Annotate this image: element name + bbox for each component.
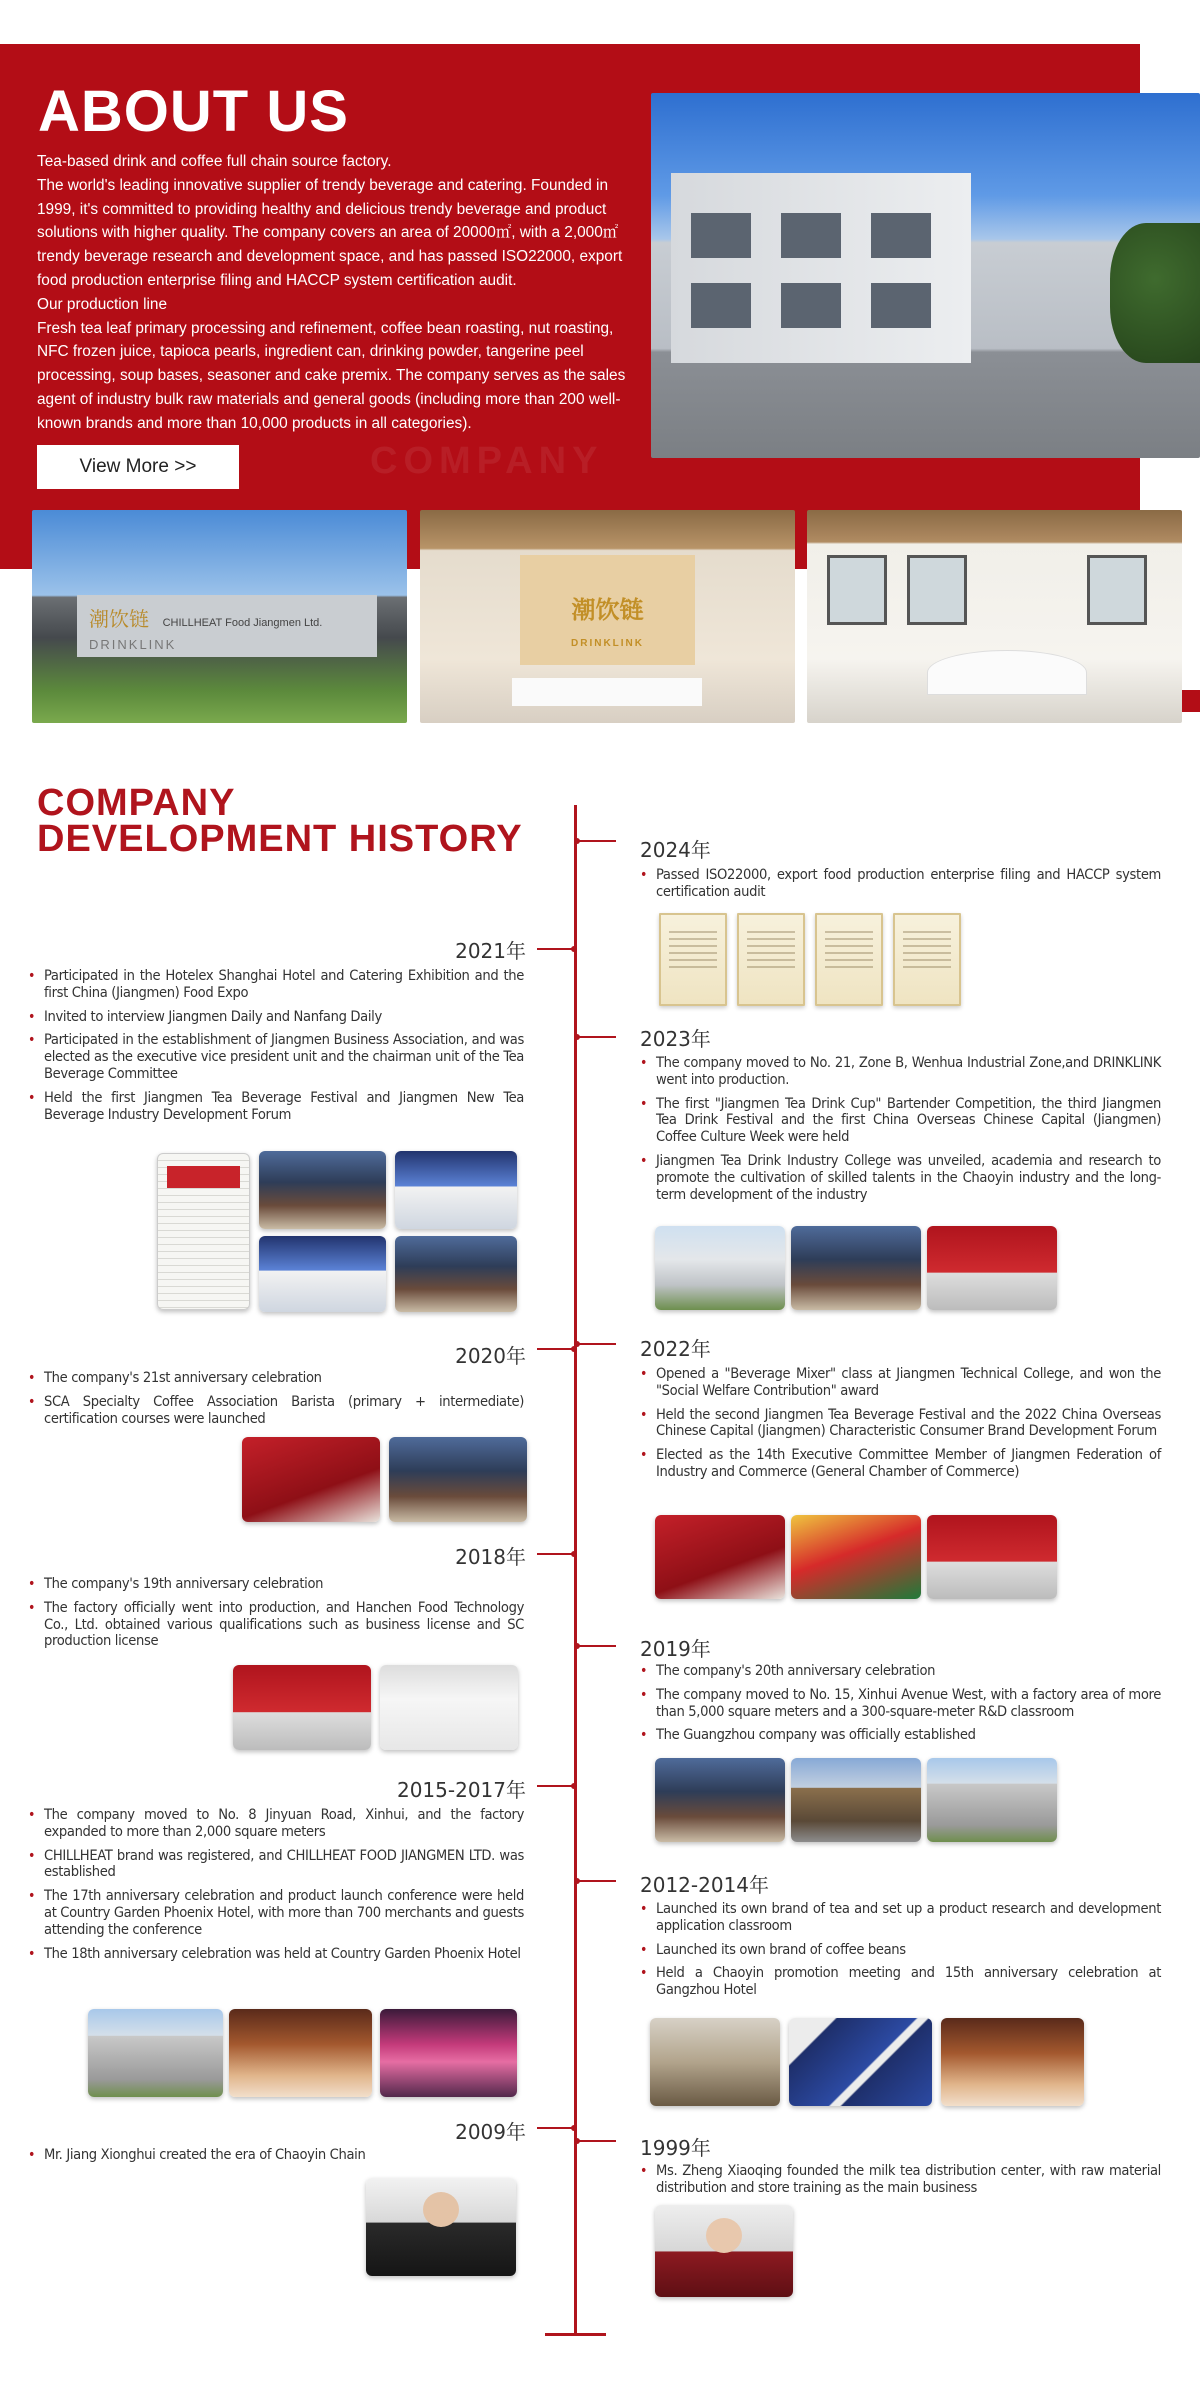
year-2009: 2009年 <box>455 2120 526 2144</box>
milestones-2022 <box>638 1366 1161 1488</box>
milestones-2020 <box>26 1370 524 1434</box>
timeline-tick <box>537 1785 575 1787</box>
milestone-item: • The company's 19th anniversary celebration <box>26 1576 524 1593</box>
timeline-tick <box>576 840 616 842</box>
about-paragraph: Our production line <box>37 295 168 313</box>
milestone-item: • Elected as the 14th Executive Committee Member of Jiangmen Federation of Industry and Commerce (General Chamber of Commerce) <box>638 1447 1161 1481</box>
milestones-2019 <box>638 1663 1161 1751</box>
timeline-tick <box>576 1036 616 1038</box>
about-title: ABOUT US <box>38 79 349 144</box>
milestone-item: • SCA Specialty Coffee Association Barista (primary + intermediate) certification courses were launched <box>26 1394 524 1428</box>
milestone-item: • CHILLHEAT brand was registered, and CHILLHEAT FOOD JIANGMEN LTD. was established <box>26 1848 524 1882</box>
milestone-item: • The 18th anniversary celebration was held at Country Garden Phoenix Hotel <box>26 1946 524 1963</box>
service-counter <box>927 650 1087 695</box>
side-tab-marker <box>1182 690 1200 712</box>
history-title-line2: DEVELOPMENT HISTORY <box>37 818 523 860</box>
milestone-item: • The company moved to No. 15, Xinhui Avenue West, with a factory area of more than 5,000 square meters and a 300-square-meter R&D classroom <box>638 1687 1161 1721</box>
lobby-logo-wall <box>520 555 695 665</box>
anniversary-18-photo <box>380 2009 517 2097</box>
expo-booth-photo <box>259 1151 386 1229</box>
about-paragraph: The world's leading innovative supplier of trendy beverage and catering. Founded in 1999, it's committed to providing healthy and delicious trendy beverage and product solutions with higher quality. The company covers an area of 20000㎡, with a 2,000㎡ trendy beverage research and development space, and has passed ISO22000, export food production enterprise filing and HACCP system certification audit. <box>37 176 623 289</box>
milestone-item: • Held the first Jiangmen Tea Beverage Festival and Jiangmen New Tea Beverage Industry Development Forum <box>26 1090 524 1124</box>
about-paragraph: Fresh tea leaf primary processing and refinement, coffee bean roasting, nut roasting, NFC frozen juice, tapioca pearls, ingredient can, drinking powder, tangerine peel processing, soup bases, seasoner and cake premix. The company serves as the sales agent of industry bulk raw materials and general goods (including more than 200 well-known brands and more than 10,000 products in all categories). <box>37 319 626 432</box>
milestone-item: • Held the second Jiangmen Tea Beverage Festival and the 2022 China Overseas Chinese Capital (Jiangmen) Characteristic Consumer Brand Development Forum <box>638 1407 1161 1441</box>
technical-college-photo <box>655 1515 785 1599</box>
tree <box>1110 223 1200 363</box>
milestone-item: • Launched its own brand of tea and set up a product research and development application classroom <box>638 1901 1161 1935</box>
milestone-item: • Opened a "Beverage Mixer" class at Jiangmen Technical College, and won the "Social Welfare Contribution" award <box>638 1366 1161 1400</box>
about-watermark: COMPANY <box>370 440 604 482</box>
building-facade <box>671 173 971 363</box>
about-description <box>37 150 647 436</box>
lobby-logo-cn: 潮饮链 <box>571 597 644 624</box>
lobby-reception-photo <box>420 510 795 723</box>
anniversary-21-photo <box>242 1437 380 1522</box>
milestone-item: • Participated in the establishment of Jiangmen Business Association, and was elected as the executive vice president unit and the chairman unit of the Tea Beverage Committee <box>26 1032 524 1082</box>
year-2019: 2019年 <box>640 1637 711 1661</box>
year-1999: 1999年 <box>640 2136 711 2160</box>
bartender-competition-photo <box>791 1226 921 1310</box>
timeline-tick <box>537 1553 575 1555</box>
warehouse-container-photo <box>791 1758 921 1842</box>
milestone-item: • The company's 20th anniversary celebration <box>638 1663 1161 1680</box>
timeline-tick <box>576 1343 616 1345</box>
timeline-tick <box>537 948 575 950</box>
milestone-item: • Participated in the Hotelex Shanghai Hotel and Catering Exhibition and the first China (Jiangmen) Food Expo <box>26 968 524 1002</box>
production-room-photo <box>380 1665 518 1750</box>
research-classroom-photo <box>650 2018 780 2106</box>
certificate-image <box>893 913 961 1006</box>
milestone-item: • Invited to interview Jiangmen Daily and Nanfang Daily <box>26 1009 524 1026</box>
certificate-image <box>659 913 727 1006</box>
gangzhou-hotel-photo <box>941 2018 1084 2106</box>
year-2015-2017: 2015-2017年 <box>396 1778 526 1802</box>
milestone-item: • Held a Chaoyin promotion meeting and 15th anniversary celebration at Gangzhou Hotel <box>638 1965 1161 1999</box>
company-wall-sign-photo <box>32 510 407 723</box>
certificate-image <box>737 913 805 1006</box>
milestones-2015-2017 <box>26 1807 524 1969</box>
founder-jiang-photo <box>366 2178 516 2276</box>
anniversary-17-photo <box>229 2009 372 2097</box>
milestone-item: • The company moved to No. 21, Zone B, Wenhua Industrial Zone,and DRINKLINK went into production. <box>638 1055 1161 1089</box>
speaker-photo <box>395 1236 517 1312</box>
milestone-item: • The Guangzhou company was officially established <box>638 1727 1161 1744</box>
year-2022: 2022年 <box>640 1337 711 1361</box>
milestone-item: • The company's 21st anniversary celebration <box>26 1370 524 1387</box>
wall-sign-sub: CHILLHEAT Food Jiangmen Ltd. <box>162 617 323 629</box>
milestones-2018 <box>26 1576 524 1657</box>
year-2020: 2020年 <box>455 1344 526 1368</box>
certificate-image <box>815 913 883 1006</box>
timeline-tick <box>576 1645 616 1647</box>
milestone-item: • The factory officially went into production, and Hanchen Food Technology Co., Ltd. obtained various qualifications such as business license and SC production license <box>26 1600 524 1650</box>
forum-stage-photo <box>395 1151 517 1229</box>
festival-2022-photo <box>791 1515 921 1599</box>
wall-sign-en: DRINKLINK <box>89 637 177 652</box>
about-red-band-edge <box>0 460 32 568</box>
milestones-2023 <box>638 1055 1161 1210</box>
barista-course-photo <box>389 1437 527 1522</box>
milestone-item: • The first "Jiangmen Tea Drink Cup" Bartender Competition, the third Jiangmen Tea Drink Festival and the first China Overseas Chinese Capital (Jiangmen) Coffee Culture Week were held <box>638 1096 1161 1146</box>
anniversary-19-photo <box>233 1665 371 1750</box>
milestones-2024 <box>638 867 1161 908</box>
history-title <box>37 782 523 860</box>
timeline-tick <box>576 2140 616 2142</box>
milestone-item: • Passed ISO22000, export food production enterprise filing and HACCP system certification audit <box>638 867 1161 901</box>
milestones-2021 <box>26 968 524 1130</box>
anniversary-20-photo <box>655 1758 785 1842</box>
coffee-bean-bags-photo <box>789 2018 932 2106</box>
wall-sign-cn: 潮饮链 <box>89 609 149 631</box>
lobby-logo-en: DRINKLINK <box>571 638 644 649</box>
year-2023: 2023年 <box>640 1027 711 1051</box>
year-2012-2014: 2012-2014年 <box>640 1873 770 1897</box>
federation-ceremony-photo <box>927 1515 1057 1599</box>
college-unveiling-photo <box>927 1226 1057 1310</box>
milestones-1999 <box>638 2163 1161 2204</box>
milestone-item: • Launched its own brand of coffee beans <box>638 1942 1161 1959</box>
timeline-tick <box>576 1880 616 1882</box>
milestone-item: • Mr. Jiang Xionghui created the era of Chaoyin Chain <box>26 2147 524 2164</box>
year-2018: 2018年 <box>455 1545 526 1569</box>
timeline-tick <box>537 1348 575 1350</box>
view-more-button[interactable]: View More >> <box>37 445 239 489</box>
milestone-item: • Jiangmen Tea Drink Industry College was unveiled, academia and research to promote the cultivation of skilled talents in the Chaoyin industry and the long-term development of the industry <box>638 1153 1161 1203</box>
founder-zheng-photo <box>655 2205 793 2297</box>
year-2021: 2021年 <box>455 939 526 963</box>
festival-stage-photo <box>259 1236 386 1312</box>
about-paragraph: Tea-based drink and coffee full chain source factory. <box>37 153 392 170</box>
showroom-hall-photo <box>807 510 1182 723</box>
milestones-2009 <box>26 2147 524 2171</box>
timeline-base <box>545 2333 606 2336</box>
year-2024: 2024年 <box>640 838 711 862</box>
drinklink-wall-photo <box>655 1226 785 1310</box>
history-title-line1: COMPANY <box>37 782 236 824</box>
reception-desk <box>512 678 702 706</box>
timeline-tick <box>537 2127 575 2129</box>
milestone-item: • Ms. Zheng Xiaoqing founded the milk tea distribution center, with raw material distribution and store training as the main business <box>638 2163 1161 2197</box>
factory-building-photo <box>651 93 1200 458</box>
milestones-2012-2014 <box>638 1901 1161 2006</box>
guangzhou-office-photo <box>927 1758 1057 1842</box>
jinyuan-factory-photo <box>88 2009 223 2097</box>
wall-sign <box>77 595 377 657</box>
milestone-item: • The company moved to No. 8 Jinyuan Road, Xinhui, and the factory expanded to more than 2,000 square meters <box>26 1807 524 1841</box>
milestone-item: • The 17th anniversary celebration and product launch conference were held at Country Garden Phoenix Hotel, with more than 700 merchants and guests attending the conference <box>26 1888 524 1938</box>
newspaper-photo <box>157 1153 250 1310</box>
